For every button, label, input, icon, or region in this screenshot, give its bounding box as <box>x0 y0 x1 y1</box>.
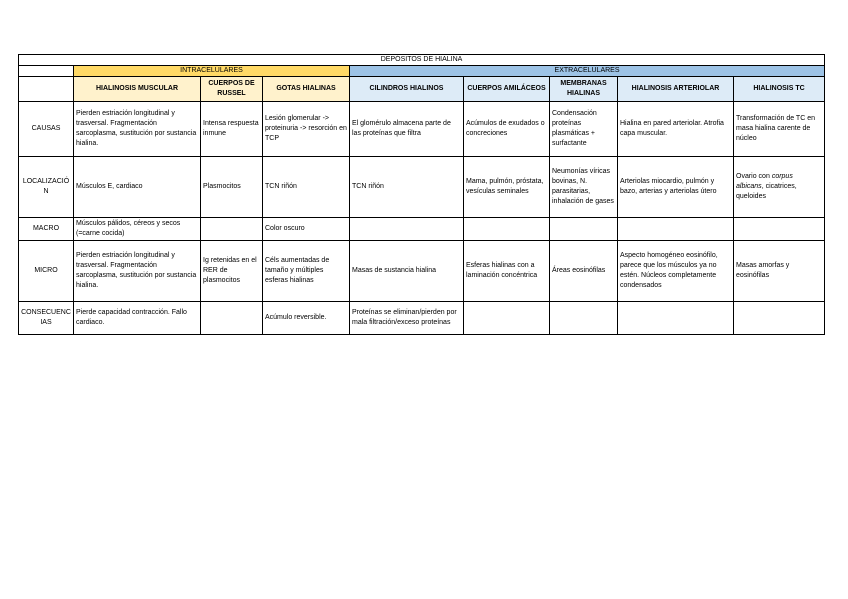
row-label: CAUSAS <box>19 102 74 157</box>
table-cell: Músculos E, cardiaco <box>74 157 201 218</box>
table-cell <box>550 218 618 241</box>
hyaline-deposits-table <box>18 54 825 335</box>
column-header: CUERPOS AMILÁCEOS <box>464 77 550 102</box>
table-cell <box>201 302 263 335</box>
table-cell: Transformación de TC en masa hialina carente de núcleo <box>734 102 825 157</box>
table-cell: Mama, pulmón, próstata, vesículas seminales <box>464 157 550 218</box>
table-cell: Color oscuro <box>263 218 350 241</box>
table-cell: Masas de sustancia hialina <box>350 241 464 302</box>
column-header: HIALINOSIS TC <box>734 77 825 102</box>
table-cell: Músculos pálidos, céreos y secos (=carne cocida) <box>74 218 201 241</box>
table-cell: El glomérulo almacena parte de las proteínas que filtra <box>350 102 464 157</box>
table-cell: Lesión glomerular -> proteinuria -> resorción en TCP <box>263 102 350 157</box>
table-cell: TCN riñón <box>350 157 464 218</box>
row-label: CONSECUENCIAS <box>19 302 74 335</box>
table-cell: Áreas eosinófilas <box>550 241 618 302</box>
table-cell: Condensación proteínas plasmáticas + surfactante <box>550 102 618 157</box>
column-header: HIALINOSIS ARTERIOLAR <box>618 77 734 102</box>
table-cell <box>464 218 550 241</box>
table-row <box>19 302 825 335</box>
section-extracelulares: EXTRACELULARES <box>350 66 825 77</box>
row-label: LOCALIZACIÓN <box>19 157 74 218</box>
table-cell <box>550 302 618 335</box>
table-cell: Arteriolas miocardio, pulmón y bazo, arterias y arteriolas útero <box>618 157 734 218</box>
table-cell: Intensa respuesta inmune <box>201 102 263 157</box>
corner-cell <box>19 66 74 77</box>
table-row <box>19 102 825 157</box>
cell-text-italic: corpus albicans <box>736 173 793 190</box>
table-cell: Esferas hialinas con a laminación concéntrica <box>464 241 550 302</box>
table-cell: Hialina en pared arteriolar. Atrofia capa muscular. <box>618 102 734 157</box>
table-title: DEPÓSITOS DE HIALINA <box>19 55 825 66</box>
table-cell: Céls aumentadas de tamaño y múltiples esferas hialinas <box>263 241 350 302</box>
table-row <box>19 218 825 241</box>
column-header: MEMBRANAS HIALINAS <box>550 77 618 102</box>
table-cell <box>618 218 734 241</box>
column-header: GOTAS HIALINAS <box>263 77 350 102</box>
section-intracelulares: INTRACELULARES <box>74 66 350 77</box>
table-cell: Acúmulos de exudados o concreciones <box>464 102 550 157</box>
table-row <box>19 241 825 302</box>
table-cell <box>464 302 550 335</box>
table-cell: Neumonías víricas bovinas, N. parasitarias, inhalación de gases <box>550 157 618 218</box>
table-cell: Plasmocitos <box>201 157 263 218</box>
table-cell <box>734 218 825 241</box>
table-cell: Ig retenidas en el RER de plasmocitos <box>201 241 263 302</box>
table-cell <box>350 218 464 241</box>
cell-text: Ovario con <box>736 173 770 180</box>
table-cell: Pierden estriación longitudinal y trasversal. Fragmentación sarcoplasma, sustitución por sustancia hialina. <box>74 241 201 302</box>
row-label: MICRO <box>19 241 74 302</box>
table-cell <box>201 218 263 241</box>
table-cell: Proteínas se eliminan/pierden por mala filtración/exceso proteínas <box>350 302 464 335</box>
table-cell: Aspecto homogéneo eosinófilo, parece que los músculos ya no estén. Núcleos completamente condensados <box>618 241 734 302</box>
table-cell: Pierden estriación longitudinal y trasversal. Fragmentación sarcoplasma, sustitución por sustancia hialina. <box>74 102 201 157</box>
table-cell <box>734 302 825 335</box>
table-cell: Masas amorfas y eosinófilas <box>734 241 825 302</box>
table-row <box>19 157 825 218</box>
table-cell: Acúmulo reversible. <box>263 302 350 335</box>
cell-text: , cicatrices, queloides <box>736 183 797 200</box>
row-label: MACRO <box>19 218 74 241</box>
corner-cell <box>19 77 74 102</box>
column-header: HIALINOSIS MUSCULAR <box>74 77 201 102</box>
column-header: CILINDROS HIALINOS <box>350 77 464 102</box>
table-cell <box>618 302 734 335</box>
column-header: CUERPOS DE RUSSEL <box>201 77 263 102</box>
table-cell <box>734 157 825 218</box>
table-cell: TCN riñón <box>263 157 350 218</box>
table-cell: Pierde capacidad contracción. Fallo cardiaco. <box>74 302 201 335</box>
